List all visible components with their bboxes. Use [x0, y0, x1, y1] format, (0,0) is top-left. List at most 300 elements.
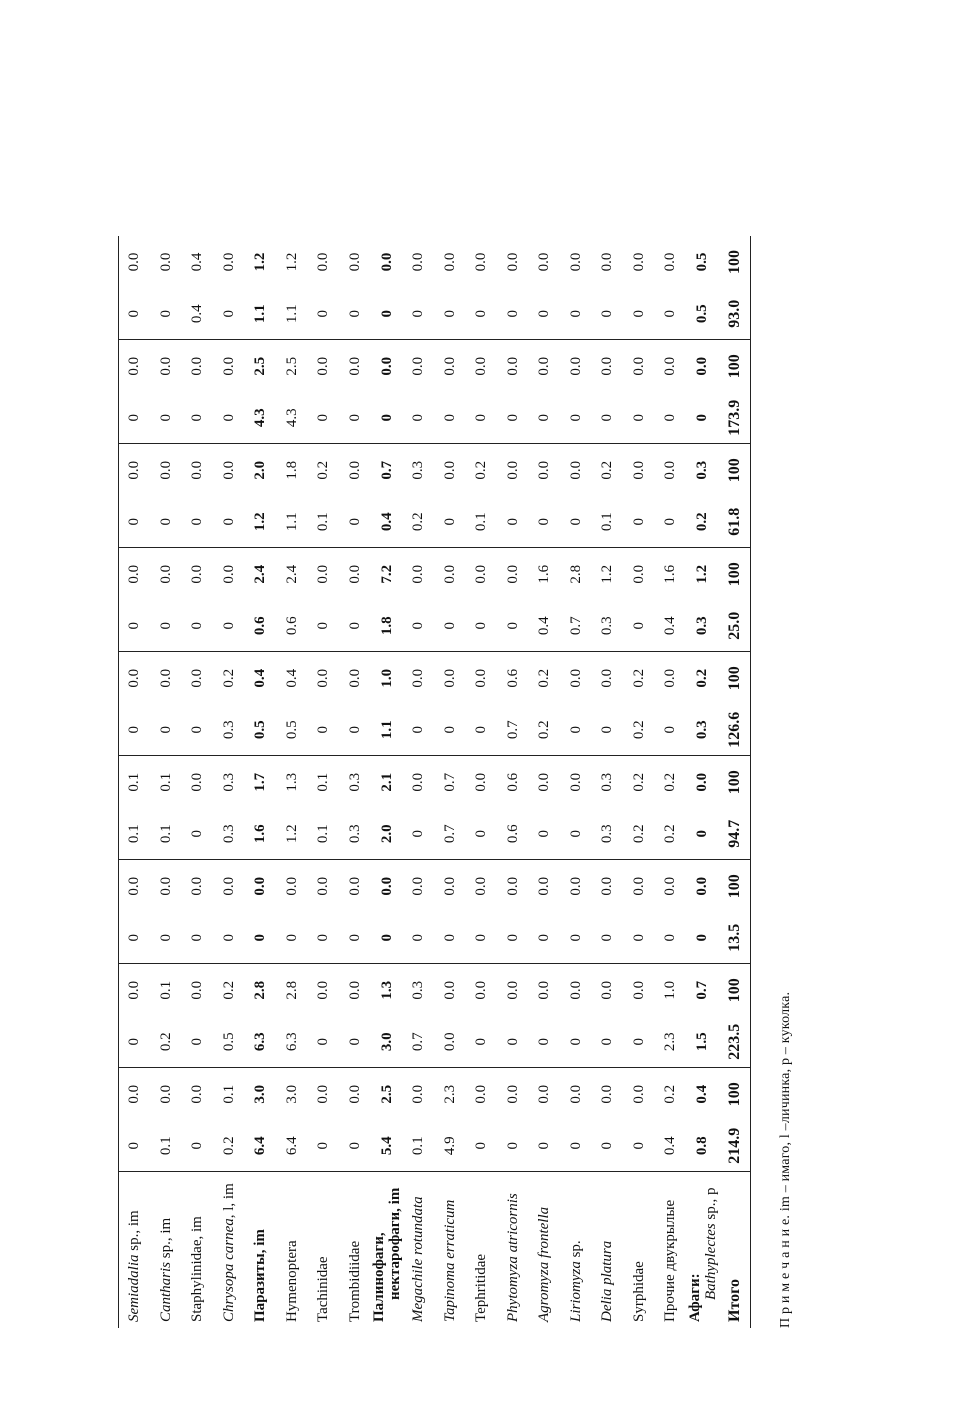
row-label-suffix: sp., p: [702, 1187, 719, 1224]
table-note: [778, 992, 794, 1328]
table-cell: 0: [340, 600, 372, 652]
table-cell: 0.1: [151, 1120, 183, 1172]
table-cell: 0: [214, 392, 246, 444]
row-label-text: Прочие двукрылые: [662, 1199, 679, 1322]
table-row: [340, 236, 372, 1328]
table-cell: 0.8: [687, 1120, 719, 1172]
table-cell: 0: [340, 288, 372, 340]
table-cell: 2.0: [371, 808, 403, 860]
table-cell: 0.0: [157, 460, 174, 480]
table-cell: 0: [119, 288, 151, 340]
table-cell: 0.0: [630, 356, 647, 376]
table-cell: 0: [498, 392, 530, 444]
row-label-suffix: sp., im: [126, 1210, 143, 1255]
table-cell: 0.2: [687, 496, 719, 548]
table-cell: 0.0: [441, 252, 458, 272]
table-cell: 0.0: [119, 1068, 151, 1120]
table-cell: 0.0: [504, 564, 521, 584]
table-cell: 0.0: [119, 236, 151, 288]
table-cell: 93.0: [719, 288, 751, 340]
table-cell: 0: [466, 1016, 498, 1068]
table-row: [435, 236, 467, 1328]
table-cell: 0.2: [403, 496, 435, 548]
table-cell: 2.3: [655, 1016, 687, 1068]
table-cell: 0.0: [630, 252, 647, 272]
table-cell: 0.0: [599, 980, 616, 1000]
table-row: [214, 236, 246, 1328]
row-label: [561, 1172, 593, 1328]
row-label: [277, 1172, 309, 1328]
table-cell: 0.0: [157, 252, 174, 272]
table-cell: 0.4: [189, 252, 206, 272]
table-cell: 0.7: [694, 980, 710, 1000]
table-cell: 2.8: [252, 980, 269, 1000]
table-cell: 0.0: [567, 252, 584, 272]
table-cell: 2.5: [252, 356, 269, 376]
table-cell: 0.0: [599, 668, 616, 688]
table-cell: 6.3: [277, 1016, 309, 1068]
table-cell: 0.0: [346, 668, 363, 688]
table-cell: 0: [466, 912, 498, 964]
table-row: [687, 236, 719, 1328]
table-cell: 0: [655, 288, 687, 340]
table-cell: 0.2: [220, 980, 237, 1000]
table-cell: 0.0: [315, 876, 332, 896]
table-cell: 0.0: [315, 980, 332, 1000]
table-cell: 0.1: [151, 808, 183, 860]
table-cell: 1.6: [536, 564, 553, 584]
table-cell: 1.5: [687, 1016, 719, 1068]
table-body: [119, 236, 751, 1328]
table-cell: 0: [592, 1120, 624, 1172]
table-cell: 0.0: [157, 564, 174, 584]
table-cell: 0.2: [624, 808, 656, 860]
table-cell: 0: [498, 1016, 530, 1068]
table-cell: 0: [435, 496, 467, 548]
table-cell: 0: [308, 912, 340, 964]
table-cell: 0.0: [441, 356, 458, 376]
table-cell: 1.3: [283, 772, 300, 792]
table-cell: 0: [308, 704, 340, 756]
table-cell: 0.0: [157, 668, 174, 688]
table-row: [498, 236, 530, 1328]
table-cell: 0.0: [473, 980, 490, 1000]
row-label-text: Liriomyza: [567, 1261, 584, 1322]
table-cell: 0: [592, 912, 624, 964]
table-cell: 0.2: [315, 460, 332, 480]
table-cell: 0.5: [694, 252, 710, 272]
table-cell: 0.0: [567, 876, 584, 896]
table-cell: 0: [624, 912, 656, 964]
row-label: [340, 1172, 372, 1328]
table-cell: 0.0: [346, 460, 363, 480]
rotated-table-area: [118, 78, 808, 1328]
table-cell: 0.1: [315, 772, 332, 792]
table-cell: 94.7: [719, 808, 751, 860]
note-prefix: П р и м е ч а н и е.: [778, 1214, 793, 1328]
table-cell: 0.0: [119, 652, 151, 704]
table-cell: 0.0: [410, 252, 427, 272]
table-cell: 0: [466, 808, 498, 860]
table-cell: 0.0: [536, 980, 553, 1000]
table-cell: 0.0: [599, 876, 616, 896]
table-cell: 0.0: [504, 356, 521, 376]
table-cell: 0: [151, 600, 183, 652]
table-cell: 0: [182, 496, 214, 548]
table-cell: 0.3: [410, 980, 427, 1000]
row-label-text: Итого: [725, 1279, 743, 1322]
row-label-text: Паразиты: [252, 1253, 269, 1322]
table-cell: 0: [687, 392, 719, 444]
table-cell: 0: [151, 392, 183, 444]
table-cell: 0.0: [536, 876, 553, 896]
table-cell: 2.4: [283, 564, 300, 584]
table-cell: 0: [561, 912, 593, 964]
table-cell: 0: [529, 912, 561, 964]
table-cell: 0: [308, 1120, 340, 1172]
table-cell: 0.0: [119, 444, 151, 496]
table-cell: 0.3: [592, 808, 624, 860]
table-cell: 0.0: [410, 1084, 427, 1104]
table-cell: 0.0: [220, 252, 237, 272]
note-text: im – имаго, l –личинка, p – куколка.: [778, 991, 793, 1215]
table-cell: 0.0: [189, 772, 206, 792]
table-cell: 0.3: [694, 460, 710, 480]
table-cell: 0.3: [410, 460, 427, 480]
table-cell: 0: [498, 912, 530, 964]
table-cell: 0.5: [245, 704, 277, 756]
table-row: [561, 236, 593, 1328]
table-cell: 0.0: [536, 356, 553, 376]
row-label-text: Tephritidae: [473, 1253, 490, 1322]
table-cell: 0.0: [189, 1084, 206, 1104]
table-cell: 0.0: [252, 876, 269, 896]
table-cell: 0.0: [662, 460, 679, 480]
table-cell: 0: [119, 704, 151, 756]
table-row: [403, 236, 435, 1328]
table-cell: 4.3: [245, 392, 277, 444]
table-cell: 0.0: [694, 876, 710, 896]
table-cell: 0.0: [504, 1084, 521, 1104]
table-cell: 0.0: [473, 668, 490, 688]
table-cell: 0.3: [687, 600, 719, 652]
table-cell: 0: [435, 704, 467, 756]
table-cell: 0: [466, 704, 498, 756]
table-row: [655, 236, 687, 1328]
table-cell: 0.0: [662, 356, 679, 376]
table-cell: 0.0: [473, 1084, 490, 1104]
table-cell: 0.4: [655, 1120, 687, 1172]
table-cell: 214.9: [719, 1120, 751, 1172]
row-label-line2: нектарофаги: [387, 1211, 403, 1300]
table-cell: 0.1: [119, 756, 151, 808]
table-cell: 0.3: [214, 704, 246, 756]
row-label-text: Staphylinidae, im: [189, 1216, 206, 1322]
table-cell: 0.0: [378, 876, 395, 896]
table-cell: 0.0: [346, 564, 363, 584]
table-cell: 0.0: [567, 980, 584, 1000]
table-cell: 0: [151, 496, 183, 548]
table-cell: 0.2: [662, 1084, 679, 1104]
row-label-text: Agromyza frontella: [536, 1206, 553, 1322]
table-cell: 1.2: [277, 808, 309, 860]
table-cell: 0.0: [536, 1084, 553, 1104]
table-cell: 0.0: [441, 668, 458, 688]
table-cell: 0.2: [529, 704, 561, 756]
table-cell: 0: [371, 912, 403, 964]
table-cell: 0: [340, 912, 372, 964]
table-cell: 0: [435, 600, 467, 652]
table-cell: 0.4: [252, 668, 269, 688]
table-row: [308, 236, 340, 1328]
table-cell: 0: [119, 1120, 151, 1172]
table-cell: 0.1: [403, 1120, 435, 1172]
table-cell: 0: [340, 392, 372, 444]
table-cell: 0.7: [435, 808, 467, 860]
table-cell: 0.0: [378, 252, 395, 272]
table-cell: 0: [214, 912, 246, 964]
table-cell: 0: [624, 288, 656, 340]
table-cell: 0.3: [214, 808, 246, 860]
table-cell: 0: [561, 1016, 593, 1068]
data-table: [118, 236, 751, 1328]
row-label-suffix: sp.: [567, 1240, 584, 1262]
table-cell: 0: [624, 1016, 656, 1068]
table-cell: 0.0: [189, 668, 206, 688]
table-cell: 1.2: [599, 564, 616, 584]
table-cell: 0: [498, 496, 530, 548]
table-cell: 0: [308, 288, 340, 340]
table-cell: 2.1: [378, 772, 395, 792]
table-cell: 0.1: [308, 808, 340, 860]
row-label: [592, 1172, 624, 1328]
table-cell: 0.4: [655, 600, 687, 652]
table-cell: 7.2: [378, 564, 395, 584]
table-cell: 0.0: [119, 548, 151, 600]
table-cell: 0: [340, 496, 372, 548]
table-cell: 0.0: [315, 252, 332, 272]
table-cell: 2.8: [567, 564, 584, 584]
table-cell: 0.0: [157, 356, 174, 376]
table-cell: 4.3: [277, 392, 309, 444]
table-cell: 0: [592, 288, 624, 340]
table-cell: 0: [687, 912, 719, 964]
row-label-suffix: , im: [252, 1229, 269, 1254]
row-label-text: Syrphidae: [630, 1261, 647, 1322]
row-label-text: Cantharis: [157, 1261, 174, 1322]
table-cell: 0.0: [378, 356, 395, 376]
table-cell: 0.0: [504, 876, 521, 896]
table-cell: 0.1: [466, 496, 498, 548]
row-label-line1: Афаги:: [686, 1273, 703, 1322]
row-label: [308, 1172, 340, 1328]
table-cell: 0: [182, 704, 214, 756]
table-cell: 0.2: [662, 772, 679, 792]
table-cell: 0.3: [599, 772, 616, 792]
table-cell: 0: [340, 704, 372, 756]
table-cell: 0: [371, 392, 403, 444]
table-cell: 0.0: [189, 564, 206, 584]
table-cell: 0.0: [504, 252, 521, 272]
table-cell: 25.0: [719, 600, 751, 652]
table-cell: 0.0: [346, 876, 363, 896]
table-cell: 0: [687, 808, 719, 860]
table-cell: 0: [435, 288, 467, 340]
table-cell: 0.2: [655, 808, 687, 860]
table-cell: 1.1: [245, 288, 277, 340]
table-cell: 0.7: [441, 772, 458, 792]
table-cell: 0.0: [567, 1084, 584, 1104]
table-cell: 0.3: [346, 772, 363, 792]
table-cell: 0.0: [189, 460, 206, 480]
table-cell: 1.2: [245, 496, 277, 548]
table-cell: 0: [151, 288, 183, 340]
table-cell: 0.0: [441, 980, 458, 1000]
table-cell: 0: [529, 288, 561, 340]
table-cell: 0.0: [157, 1084, 174, 1104]
row-label: [151, 1172, 183, 1328]
table-cell: 0.2: [630, 772, 647, 792]
table-cell: 0: [466, 288, 498, 340]
table-cell: 0: [277, 912, 309, 964]
table-row: [624, 236, 656, 1328]
table-cell: 1.3: [378, 980, 395, 1000]
table-cell: 2.5: [283, 356, 300, 376]
row-label-text: Megachile rotundata: [410, 1196, 427, 1322]
table-cell: 0.0: [662, 252, 679, 272]
table-cell: 0: [151, 912, 183, 964]
table-cell: 0.2: [151, 1016, 183, 1068]
row-label-suffix: , im: [387, 1187, 403, 1212]
table-cell: 0.1: [119, 808, 151, 860]
table-cell: 0: [119, 1016, 151, 1068]
table-cell: 0.0: [189, 876, 206, 896]
row-label-line1: Палинофаги,: [371, 1232, 387, 1322]
table-cell: 100: [719, 756, 751, 808]
table-row: [277, 236, 309, 1328]
table-cell: 100: [719, 340, 751, 392]
table-cell: 0.0: [315, 668, 332, 688]
table-cell: 0.0: [346, 356, 363, 376]
table-cell: 0.0: [410, 564, 427, 584]
table-row: [466, 236, 498, 1328]
table-cell: 0.1: [308, 496, 340, 548]
table-cell: 0.3: [220, 772, 237, 792]
table-cell: 61.8: [719, 496, 751, 548]
table-cell: 0.1: [592, 496, 624, 548]
table-cell: 1.1: [371, 704, 403, 756]
table-cell: 100: [719, 860, 751, 912]
table-cell: 0.6: [277, 600, 309, 652]
table-cell: 0: [529, 392, 561, 444]
table-cell: 0: [466, 1120, 498, 1172]
table-cell: 1.7: [252, 772, 269, 792]
table-cell: 0: [182, 392, 214, 444]
table-cell: 0.0: [662, 876, 679, 896]
table-cell: 1.8: [371, 600, 403, 652]
table-cell: 3.0: [371, 1016, 403, 1068]
row-label-text: Delia platura: [599, 1240, 616, 1322]
row-label: [435, 1172, 467, 1328]
table-cell: 0: [624, 496, 656, 548]
table-cell: 0.0: [567, 356, 584, 376]
table-cell: 0.2: [536, 668, 553, 688]
table-cell: 0.0: [283, 876, 300, 896]
table-cell: 0: [624, 392, 656, 444]
table-cell: 0.0: [473, 356, 490, 376]
table-cell: 1.2: [694, 564, 710, 584]
table-cell: 0: [655, 912, 687, 964]
table-cell: 0: [561, 808, 593, 860]
table-cell: 0: [214, 496, 246, 548]
table-cell: 1.1: [277, 496, 309, 548]
table-cell: 0.0: [567, 772, 584, 792]
table-cell: 6.4: [245, 1120, 277, 1172]
table-cell: 2.4: [252, 564, 269, 584]
row-label: [214, 1172, 246, 1328]
row-label: [719, 1172, 751, 1328]
table-row: [182, 236, 214, 1328]
table-cell: 0.0: [220, 460, 237, 480]
table-cell: 0: [182, 808, 214, 860]
table-cell: 0.0: [473, 564, 490, 584]
table-cell: 0: [498, 600, 530, 652]
table-cell: 0: [435, 392, 467, 444]
table-cell: 0: [182, 912, 214, 964]
table-cell: 2.5: [378, 1084, 395, 1104]
table-cell: 0: [340, 1120, 372, 1172]
table-cell: 0.0: [630, 460, 647, 480]
table-cell: 0.0: [504, 980, 521, 1000]
table-cell: 0.4: [182, 288, 214, 340]
table-cell: 0.0: [220, 876, 237, 896]
table-cell: 0: [655, 392, 687, 444]
row-label: [119, 1172, 151, 1328]
row-label: [687, 1172, 719, 1328]
table-cell: 0.0: [599, 356, 616, 376]
table-cell: 0: [592, 1016, 624, 1068]
table-cell: 0.0: [630, 564, 647, 584]
row-label: [466, 1172, 498, 1328]
table-cell: 100: [719, 444, 751, 496]
table-cell: 0: [119, 496, 151, 548]
table-row: [151, 236, 183, 1328]
table-cell: 0.0: [536, 252, 553, 272]
table-cell: 0: [119, 912, 151, 964]
table-cell: 0.7: [498, 704, 530, 756]
table-row: [529, 236, 561, 1328]
table-cell: 0.1: [220, 1084, 237, 1104]
table-cell: 0: [214, 600, 246, 652]
table-cell: 0.3: [687, 704, 719, 756]
table-cell: 0.1: [157, 980, 174, 1000]
table-cell: 0.5: [214, 1016, 246, 1068]
table-cell: 0.0: [473, 876, 490, 896]
table-cell: 1.2: [283, 252, 300, 272]
table-cell: 0.0: [346, 980, 363, 1000]
table-cell: 0.0: [346, 252, 363, 272]
table-cell: 0.2: [220, 668, 237, 688]
table-cell: 1.0: [662, 980, 679, 1000]
table-cell: 0: [182, 600, 214, 652]
table-cell: 0.0: [567, 460, 584, 480]
table-cell: 0: [182, 1016, 214, 1068]
table-cell: 0.0: [119, 860, 151, 912]
table-row: [371, 236, 403, 1328]
table-cell: 1.8: [283, 460, 300, 480]
table-cell: 0.2: [599, 460, 616, 480]
row-label-suffix: , l, im: [220, 1183, 237, 1219]
